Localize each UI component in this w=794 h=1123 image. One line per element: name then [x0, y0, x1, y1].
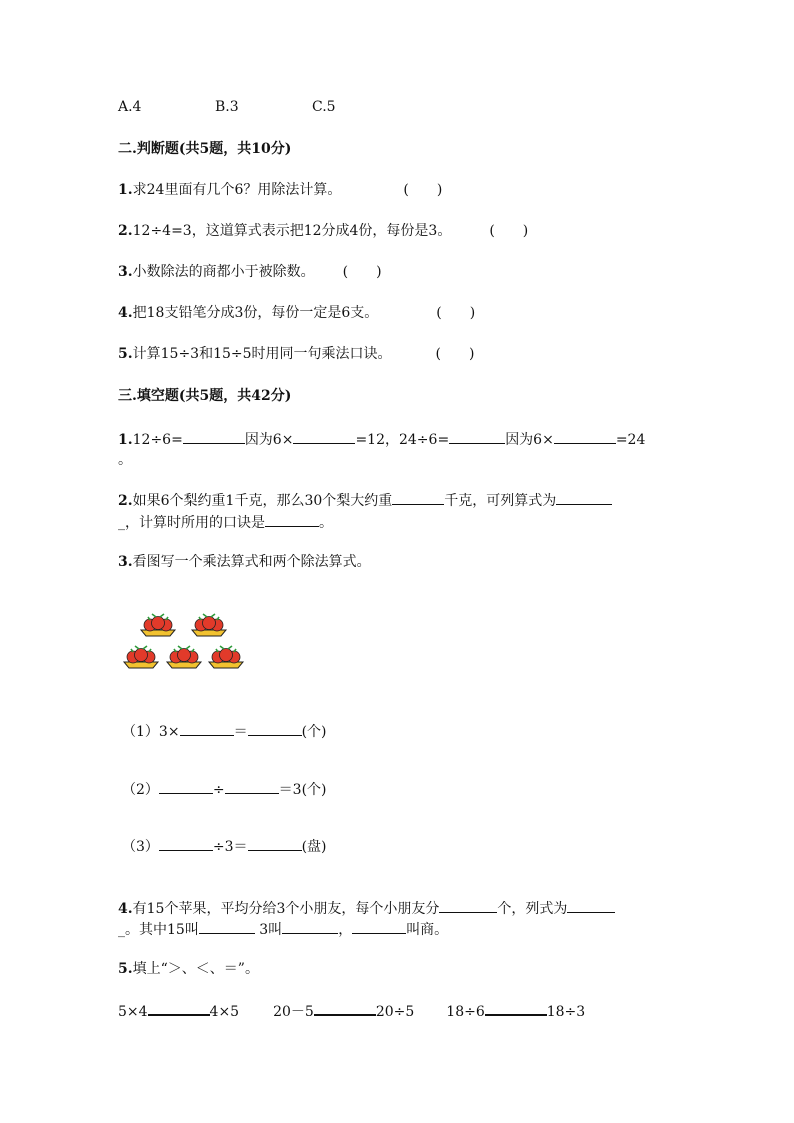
- q3-sub3: [122, 836, 327, 856]
- compare-row: [118, 1000, 585, 1021]
- q4-part: ，: [338, 922, 353, 938]
- q3-text: 看图写一个乘法算式和两个除法算式。: [132, 554, 371, 570]
- section3-heading: 三.填空题(共5题，共42分): [118, 388, 292, 404]
- item-number: 1.: [118, 182, 133, 198]
- answer-blank[interactable]: [199, 919, 255, 934]
- plate-with-apples: [192, 614, 226, 636]
- q4-part: 叫商。: [406, 922, 449, 938]
- sub-label: （2）: [122, 782, 159, 798]
- fill-q1-line1: [118, 429, 645, 449]
- answer-blank[interactable]: [248, 836, 302, 851]
- fill-q5: [118, 960, 259, 978]
- item-text: 12÷4=3，这道算式表示把12分成4份，每份是3。: [132, 223, 452, 239]
- answer-blank[interactable]: [159, 779, 213, 794]
- sub-label: （1）: [122, 724, 159, 740]
- answer-blank[interactable]: [449, 429, 505, 444]
- answer-paren[interactable]: ( ): [342, 264, 382, 280]
- item-number: 4.: [118, 305, 133, 321]
- item-number: 4.: [118, 901, 133, 917]
- sub-part: ＝: [233, 724, 248, 740]
- answer-blank[interactable]: [293, 429, 355, 444]
- answer-blank[interactable]: [180, 721, 234, 736]
- judge-item-1: [118, 181, 442, 199]
- item-text: 把18支铅笔分成3份，每份一定是6支。: [132, 305, 379, 321]
- judge-item-5: [118, 345, 474, 363]
- answer-blank[interactable]: [392, 490, 444, 505]
- q4-part: 有15个苹果，平均分给3个小朋友，每个小朋友分: [132, 901, 440, 917]
- q1-part: 12÷6=: [132, 432, 183, 448]
- sub-part: ÷3＝: [212, 839, 248, 855]
- option-b: B.3: [215, 99, 239, 115]
- compare-right: 4×5: [209, 1004, 240, 1020]
- plate-with-apples: [124, 646, 158, 668]
- option-c: C.5: [312, 99, 336, 115]
- option-a: A.4: [118, 99, 142, 115]
- q2-part: _，计算时所用的口诀是: [118, 515, 265, 531]
- answer-paren[interactable]: ( ): [436, 305, 476, 321]
- answer-blank[interactable]: [265, 512, 319, 527]
- answer-blank[interactable]: [439, 898, 497, 913]
- item-text: 求24里面有几个6？用除法计算。: [132, 182, 342, 198]
- fill-q2-line2: [118, 512, 333, 532]
- apple-plates-figure: [122, 612, 248, 672]
- item-number: 2.: [118, 493, 133, 509]
- sub-part: (盘): [301, 839, 327, 855]
- q5-text: 填上“＞、＜、＝”。: [132, 961, 259, 977]
- item-number: 5.: [118, 346, 133, 362]
- q4-part: 3叫: [254, 922, 283, 938]
- fill-q3: [118, 553, 371, 571]
- answer-blank[interactable]: [183, 429, 245, 444]
- answer-blank[interactable]: [567, 898, 615, 913]
- sub-part: (个): [301, 724, 327, 740]
- sub-part: ＝3(个): [278, 782, 327, 798]
- section2-heading: 二.判断题(共5题，共10分): [118, 141, 292, 157]
- answer-blank[interactable]: [556, 490, 612, 505]
- q2-part: 千克，可列算式为: [444, 493, 557, 509]
- fill-q4-line2: [118, 919, 448, 939]
- sub-part: ÷: [212, 782, 225, 798]
- answer-paren[interactable]: ( ): [403, 182, 443, 198]
- compare-left: 18÷6: [446, 1004, 485, 1020]
- sub-label: （3）: [122, 839, 159, 855]
- compare-right: 18÷3: [546, 1004, 586, 1020]
- compare-right: 20÷5: [375, 1004, 415, 1020]
- item-text: 计算15÷3和15÷5时用同一句乘法口诀。: [132, 346, 392, 362]
- answer-blank[interactable]: [282, 919, 338, 934]
- q4-part: 个，列式为: [497, 901, 568, 917]
- plate-with-apples: [141, 614, 175, 636]
- answer-blank[interactable]: [159, 836, 213, 851]
- item-number: 3.: [118, 554, 133, 570]
- fill-q4-line1: [118, 898, 615, 918]
- compare-blank[interactable]: [314, 1000, 376, 1016]
- fill-q2-line1: [118, 490, 612, 510]
- compare-left: 5×4: [118, 1004, 148, 1020]
- q2-part: 如果6个梨约重1千克，那么30个梨大约重: [132, 493, 393, 509]
- q1-part: 因为6×: [244, 432, 294, 448]
- compare-blank[interactable]: [485, 1000, 547, 1016]
- q2-part: 。: [319, 515, 333, 531]
- answer-blank[interactable]: [225, 779, 279, 794]
- answer-paren[interactable]: ( ): [435, 346, 475, 362]
- item-number: 2.: [118, 223, 133, 239]
- q3-sub1: [122, 721, 327, 741]
- compare-blank[interactable]: [148, 1000, 210, 1016]
- judge-item-2: [118, 222, 528, 240]
- q3-sub2: [122, 779, 327, 799]
- fill-q1-line2: 。: [118, 452, 132, 468]
- plate-with-apples: [209, 646, 243, 668]
- compare-left: 20－5: [273, 1004, 314, 1020]
- answer-blank[interactable]: [554, 429, 616, 444]
- item-number: 5.: [118, 961, 133, 977]
- q1-part: 因为6×: [505, 432, 554, 448]
- answer-blank[interactable]: [352, 919, 406, 934]
- plate-with-apples: [167, 646, 201, 668]
- q1-part: =12，24÷6=: [355, 432, 450, 448]
- item-text: 小数除法的商都小于被除数。: [132, 264, 315, 280]
- q4-part: _。其中15叫: [118, 922, 199, 938]
- judge-item-4: [118, 304, 475, 322]
- q1-part: =24: [615, 432, 646, 448]
- options-row: [118, 98, 409, 116]
- judge-item-3: [118, 263, 382, 281]
- answer-paren[interactable]: ( ): [489, 223, 529, 239]
- item-number: 3.: [118, 264, 133, 280]
- sub-part: 3×: [158, 724, 180, 740]
- item-number: 1.: [118, 432, 133, 448]
- answer-blank[interactable]: [248, 721, 302, 736]
